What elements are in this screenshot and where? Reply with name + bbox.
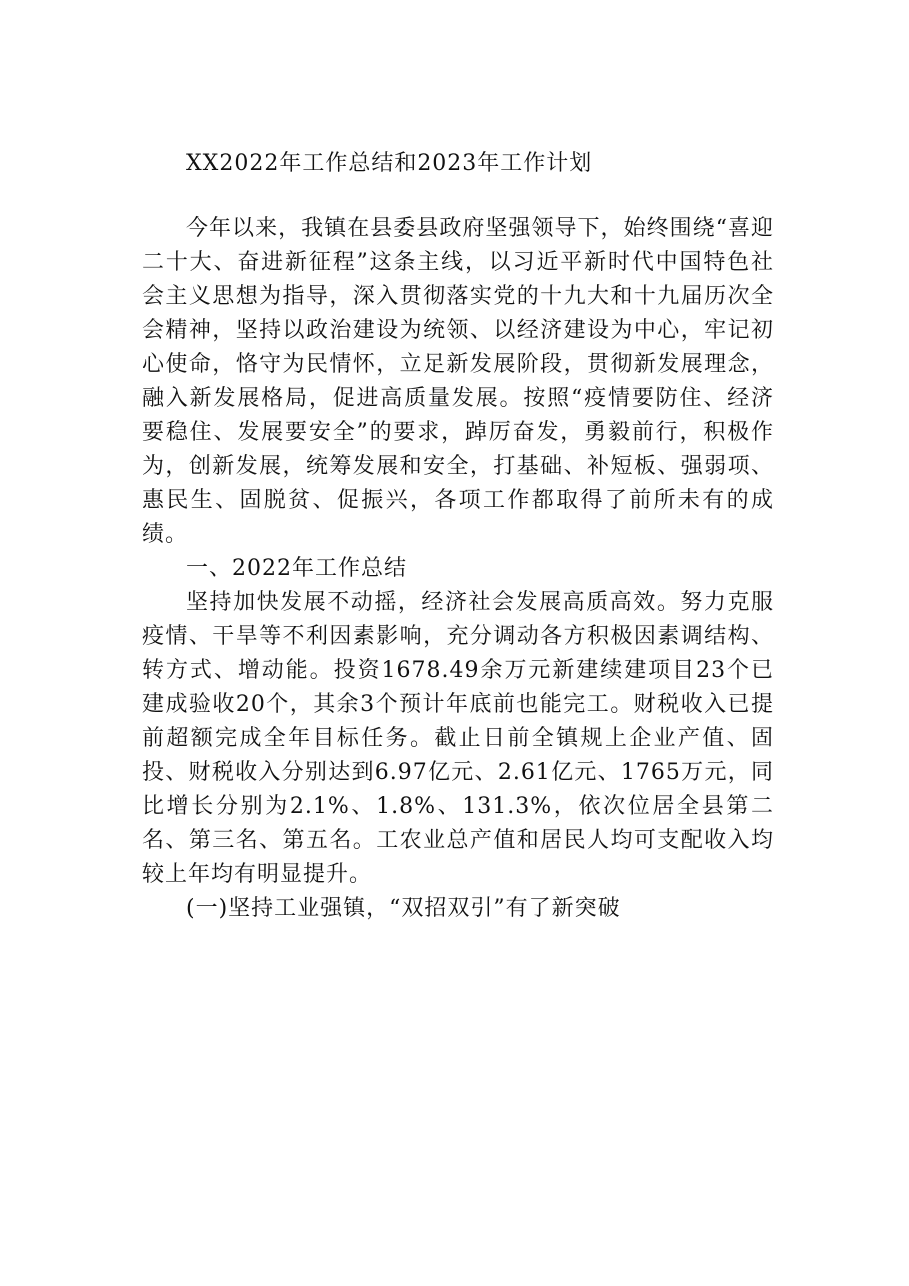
document-title: XX2022年工作总结和2023年工作计划 xyxy=(186,151,593,176)
section-heading: 一、2022年工作总结 xyxy=(186,556,407,581)
document-body xyxy=(142,212,774,926)
intro-paragraph: 今年以来，我镇在县委县政府坚强领导下，始终围绕“喜迎二十大、奋进新征程”这条主线，以习近平新时代中国特色社会主义思想为指导，深入贯彻落实党的十九大和十九届历次全会精神，坚持以政治建设为统领、以经济建设为中心，牢记初心使命，恪守为民情怀，立足新发展阶段，贯彻新发展理念，融入新发展格局，促进高质量发展。按照“疫情要防住、经济要稳住、发展要安全”的要求，踔厉奋发，勇毅前行，积极作为，创新发展，统筹发展和安全，打基础、补短板、强弱项、惠民生、固脱贫、促振兴，各项工作都取得了前所未有的成绩。 xyxy=(142,216,774,547)
subsection-heading: (一)坚持工业强镇，“双招双引”有了新突破 xyxy=(186,896,621,921)
summary-paragraph: 坚持加快发展不动摇，经济社会发展高质高效。努力克服疫情、干旱等不利因素影响，充分调动各方积极因素调结构、转方式、增动能。投资1678.49余万元新建续建项目23个已建成验收20个，其余3个预计年底前也能完工。财税收入已提前超额完成全年目标任务。截止日前全镇规上企业产值、固投、财税收入分别达到6.97亿元、2.61亿元、1765万元，同比增长分别为2.1%、1.8%、131.3%，依次位居全县第二名、第三名、第五名。工农业总产值和居民人均可支配收入均较上年均有明显提升。 xyxy=(142,590,774,887)
